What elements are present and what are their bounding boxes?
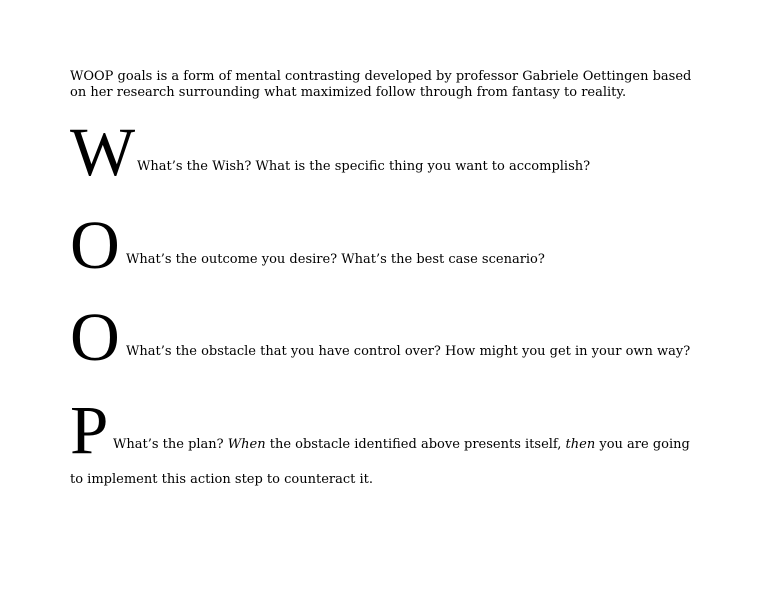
outcome-letter: O [70,207,120,283]
intro-paragraph [70,69,700,101]
plan-text-b: the obstacle identified above presents itself, [265,437,566,452]
plan-letter: P [70,392,109,468]
plan-text-a: What’s the plan? [113,437,228,452]
wish-question: What’s the Wish? What is the specific thing you want to accomplish? [137,159,591,174]
plan-when: When [227,437,266,452]
outcome-question: What’s the outcome you desire? What’s the best case scenario? [126,252,545,267]
plan-question [113,437,690,453]
wish-letter: W [70,114,136,190]
obstacle-question: What’s the obstacle that you have control over? How might you get in your own way? [126,344,691,359]
intro-line-2: on her research surrounding what maximized follow through from fantasy to reality. [70,85,627,100]
plan-text-c: you are going [595,437,690,452]
intro-line-1: WOOP goals is a form of mental contrasting developed by professor Gabriele Oettingen based [70,69,692,84]
plan-then: then [565,437,596,452]
obstacle-letter: O [70,299,120,375]
plan-continuation: to implement this action step to counteract it. [70,472,374,487]
